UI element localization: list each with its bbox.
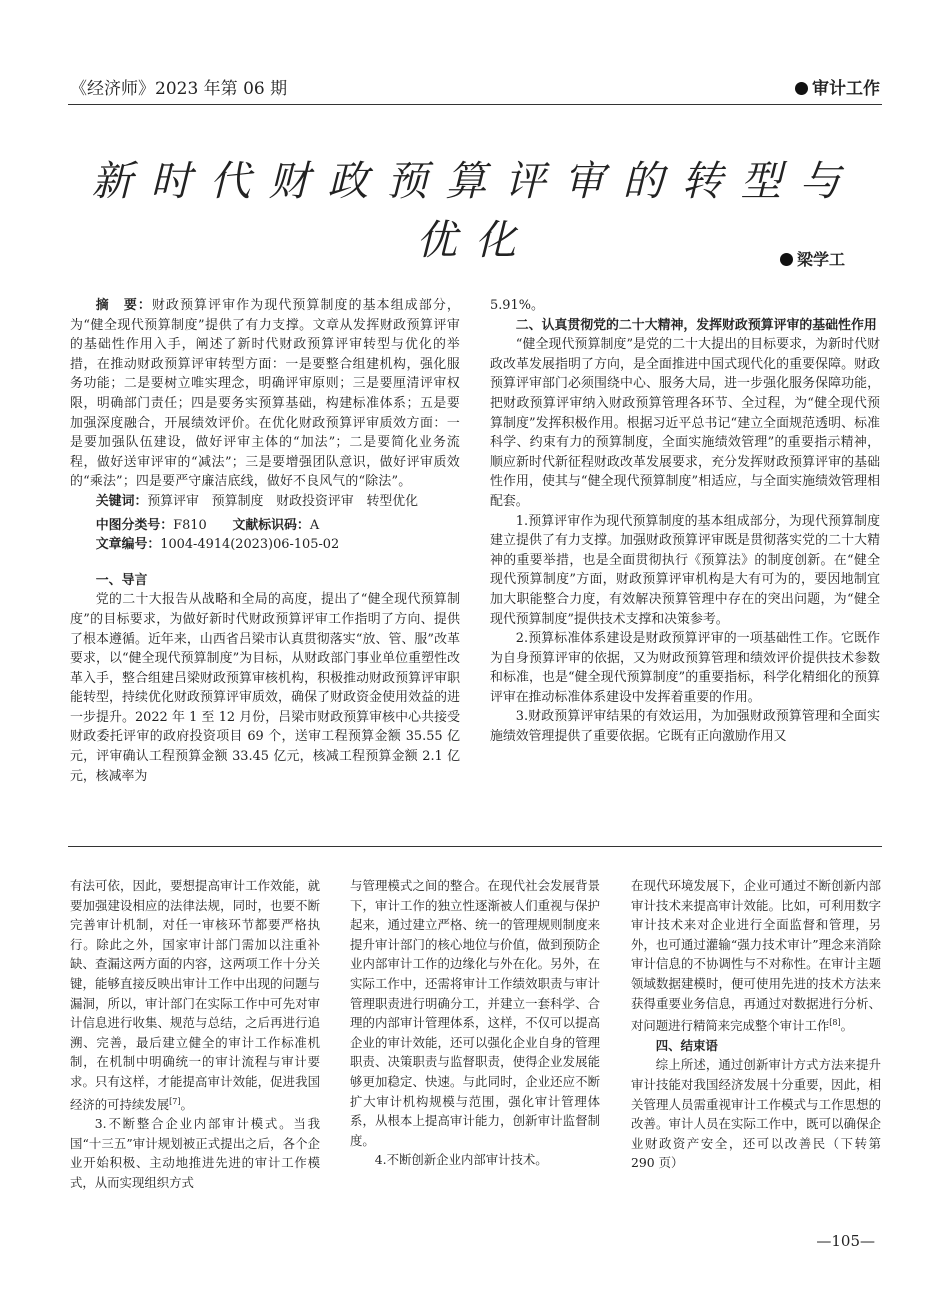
article-no-value: 1004-4914(2023)06-105-02 [160,537,340,553]
article-no-label: 文章编号： [95,537,161,553]
bullet-icon [780,253,793,266]
paragraph: 3.财政预算评审结果的有效运用，为加强财政预算管理和全面实施绩效管理提供了重要依据。它既有正向激励作用又 [490,709,880,745]
lower-column-1 [70,876,320,1193]
paragraph-text: 有法可依，因此，要想提高审计工作效能，就要加强建设相应的法律法规，同时，也要不断完善审计机制，对任一审核环节都要严格执行。除此之外，国家审计部门需加以注重补缺、查漏这两方面的内容，这两项工作十分关键，能够直接反映出审计工作中出现的问题与漏洞，所以，审计部门在实际工作中可先对审计信息进行收集、规范与总结，之后再进行追溯、完善，最后建立健全的审计工作标准机制，在机制中明确统一的审计流程与审计要求。只有这样，才能提高审计效能，促进我国经济的可持续发展 [70,878,320,1112]
reference-mark: [7] [169,1096,181,1106]
lower-column-3 [631,876,881,1173]
section-text: 审计工作 [812,79,880,99]
paragraph: 4.不断创新企业内部审计技术。 [374,1152,548,1168]
section-heading-two: 二、认真贯彻党的二十大精神，发挥财政预算评审的基础性作用 [515,317,877,333]
page-number: —105— [816,1232,875,1250]
intro-paragraph: 党的二十大报告从战略和全局的高度，提出了“健全现代预算制度”的目标要求，为做好新时代财政预算评审工作指明了方向、提供了根本遵循。近年来，山西省吕梁市认真贯彻落实“放、管、服”改革要求，以“健全现代预算制度”为目标，从财政部门事业单位重塑性改革入手，整合组建吕梁财政预算审核机构，积极推动财政预算评审职能转型，持续优化财政预算评审质效，确保了财政资金使用效益的进一步提升。2022 年 1 至 12 月份，吕梁市财政预算审核中心共接受财政委托评审的政府投资项目 69 个，送审工程预算金额 35.55 亿元，评审确认工程预算金额 33.45 亿元，核减工程预算金额 2.1 亿元，核减率为 [70,592,460,784]
abstract [70,296,460,492]
right-column [490,296,880,747]
section-heading-conclusion: 四、结束语 [655,1037,718,1053]
paragraph: 综上所述，通过创新审计方式方法来提升审计技能对我国经济发展十分重要，因此，相关管理人员需重视审计工作模式与工作思想的改善。审计人员在实际工作中，既可以确保企业财政资产安全，还可以改善民（下转第 290 页） [631,1057,881,1171]
paragraph: 3.不断整合企业内部审计模式。当我国“十三五”审计规划被正式提出之后，各个企业开始积极、主动地推进先进的审计工作模式，从而实现组织方式 [70,1116,320,1191]
paragraph-end: 。 [180,1096,193,1112]
journal-issue: 《经济师》2023 年第 06 期 [70,79,288,99]
article-number [70,535,460,555]
paragraph [70,876,320,1114]
doc-code-label: 文献标识码： [232,517,310,533]
abstract-text: 财政预算评审作为现代预算制度的基本组成部分，为“健全现代预算制度”提供了有力支撑。文章从发挥财政预算评审的基础性作用入手，阐述了新时代财政预算评审转型与优化的举措，在推动财政预算评审转型方面：一是要整合组建机构，强化服务功能；二是要树立唯实理念，明确评审原则；三是要厘清评审权限，明确部门责任；四是要务实预算基础，构建标准体系；五是要加强深度融合，开展绩效评价。在优化财政预算评审质效方面：一是要加强队伍建设，做好评审主体的“加法”；二是要简化业务流程，做好送审评审的“减法”；三是要增强团队意识，做好评审质效的“乘法”；四是要严守廉洁底线，做好不良风气的“除法”。 [70,298,460,490]
keywords-text: 预算评审 预算制度 财政投资评审 转型优化 [147,493,419,509]
bullet-icon [795,82,808,95]
lower-column-2 [350,876,600,1170]
reference-mark: [8] [829,1018,841,1028]
article-title: 新时代财政预算评审的转型与优化 [91,157,859,264]
abstract-label: 摘 要： [95,298,152,313]
clc-value: F810 [173,517,207,533]
continued-text: 5.91%。 [490,298,544,313]
left-column [70,296,460,786]
section-heading-intro: 一、导言 [95,572,148,588]
header-rule [68,104,882,105]
paragraph-end: 。 [840,1018,853,1034]
keywords-label: 关键词： [95,493,148,509]
paragraph: “健全现代预算制度”是党的二十大提出的目标要求，为新时代财政改革发展指明了方向，是全面推进中国式现代化的重要保障。财政预算评审部门必须围绕中心、服务大局，进一步强化服务保障功能，把财政预算评审纳入财政预算管理各环节、全过程，为“健全现代预算制度”发挥积极作用。根据习近平总书记“建立全面规范透明、标准科学、约束有力的预算制度，全面实施绩效管理”的重要指示精神，顺应新时代新征程财政改革发展要求，充分发挥财政预算评审的基础性作用，使其与“健全现代预算制度”相适应，与全面实施绩效管理相配套。 [490,337,880,509]
doc-code-value: A [309,517,320,533]
clc-label: 中图分类号： [95,517,174,533]
paragraph: 与管理模式之间的整合。在现代社会发展背景下，审计工作的独立性逐渐被人们重视与保护起来，通过建立严格、统一的管理规则制度来提升审计部门的核心地位与价值，做到预防企业内部审计工作的边缘化与外在化。另外，在实际工作中，还需将审计工作绩效职责与审计管理职责进行明确分工，并建立一套科学、合理的内部审计管理体系，这样，不仅可以提高企业的审计效能，还可以强化企业自身的管理职责、决策职责与监督职责，使得企业发展能够更加稳定、快速。与此同时，企业还应不断扩大审计机构规模与范围，强化审计管理体系，从根本上提高审计能力，创新审计监督制度。 [350,878,600,1148]
section-label [795,74,880,99]
paragraph: 1.预算评审作为现代预算制度的基本组成部分，为现代预算制度建立提供了有力支撑。加强财政预算评审既是贯彻落实党的二十大精神的重要举措，也是全面贯彻执行《预算法》的制度创新。在“健全现代预算制度”方面，财政预算评审机构是大有可为的，要因地制宜加大职能整合力度，有效解决预算管理中存在的突出问题，为“健全现代预算制度”提供技术支撑和决策参考。 [490,513,880,627]
paragraph [631,876,881,1036]
paragraph-text: 在现代环境发展下，企业可通过不断创新内部审计技术来提高审计效能。比如，可利用数字审计技术来对企业进行全面监督和管理，另外，也可通过灌输“强力技术审计”理念来消除审计信息的不协调性与不对称性。在审计主题领域数据建模时，便可使用先进的技术方法来获得重要业务信息，再通过对数据进行分析、对问题进行精简来完成整个审计工作 [631,878,881,1034]
author [780,247,845,270]
paragraph: 2.预算标准体系建设是财政预算评审的一项基础性工作。它既作为自身预算评审的依据，又为财政预算管理和绩效评价提供技术参数和标准，也是“健全现代预算制度”的重要指标，科学化精细化的预算评审在推动标准体系建设中发挥着重要的作用。 [490,631,880,705]
classification [70,516,460,536]
keywords [70,492,460,512]
author-name: 梁学工 [796,250,845,269]
section-divider [68,846,882,847]
